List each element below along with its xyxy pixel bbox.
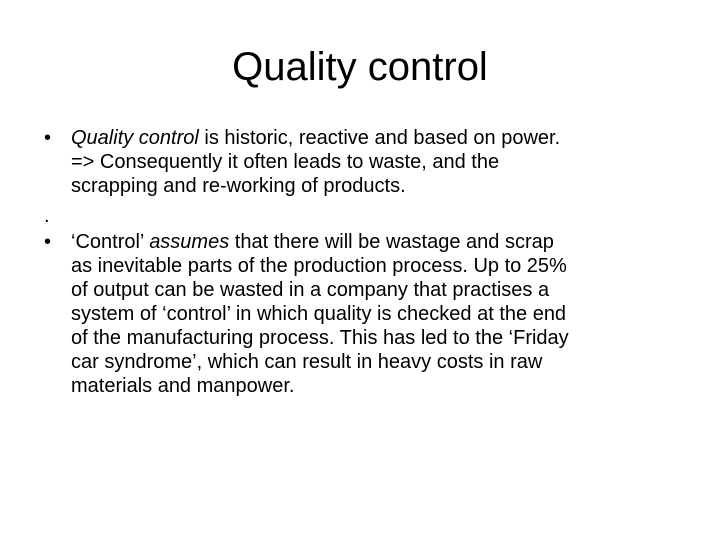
bullet-1-emphasis: Quality control [71,127,199,149]
bullet-2-emphasis: assumes [149,231,230,253]
bullet-2-line-1 [71,230,690,254]
bullet-2-line-2: as inevitable parts of the production process. Up to 25% [71,255,567,277]
bullet-2-line-3: of output can be wasted in a company that practises a [71,279,550,301]
bullet-2-line-7: materials and manpower. [71,375,295,397]
stray-period: . [44,205,50,227]
slide-title: Quality control [232,45,488,89]
bullet-1-line-3: scrapping and re-working of products. [71,175,406,197]
bullet-item-control-assumes [0,230,720,398]
bullet-item-quality-control [0,126,720,198]
bullet-2-line-1-text: that there will be wastage and scrap [229,231,554,253]
bullet-2-line-4: system of ‘control’ in which quality is checked at the end [71,303,567,325]
bullet-1-line-1-text: is historic, reactive and based on power. [198,127,561,149]
bullet-1-line-2: => Consequently it often leads to waste, and the [71,151,500,173]
bullet-2-line-5: of the manufacturing process. This has led to the ‘Friday [71,327,569,349]
bullet-marker: • [44,231,52,253]
bullet-list [0,126,720,398]
bullet-2-line-6: car syndrome’, which can result in heavy costs in raw [71,351,543,373]
bullet-2-line-1-pre: ‘Control’ [71,231,150,253]
bullet-marker: • [44,127,52,149]
bullet-1-line-1 [71,126,690,150]
stray-period-item [0,204,720,230]
